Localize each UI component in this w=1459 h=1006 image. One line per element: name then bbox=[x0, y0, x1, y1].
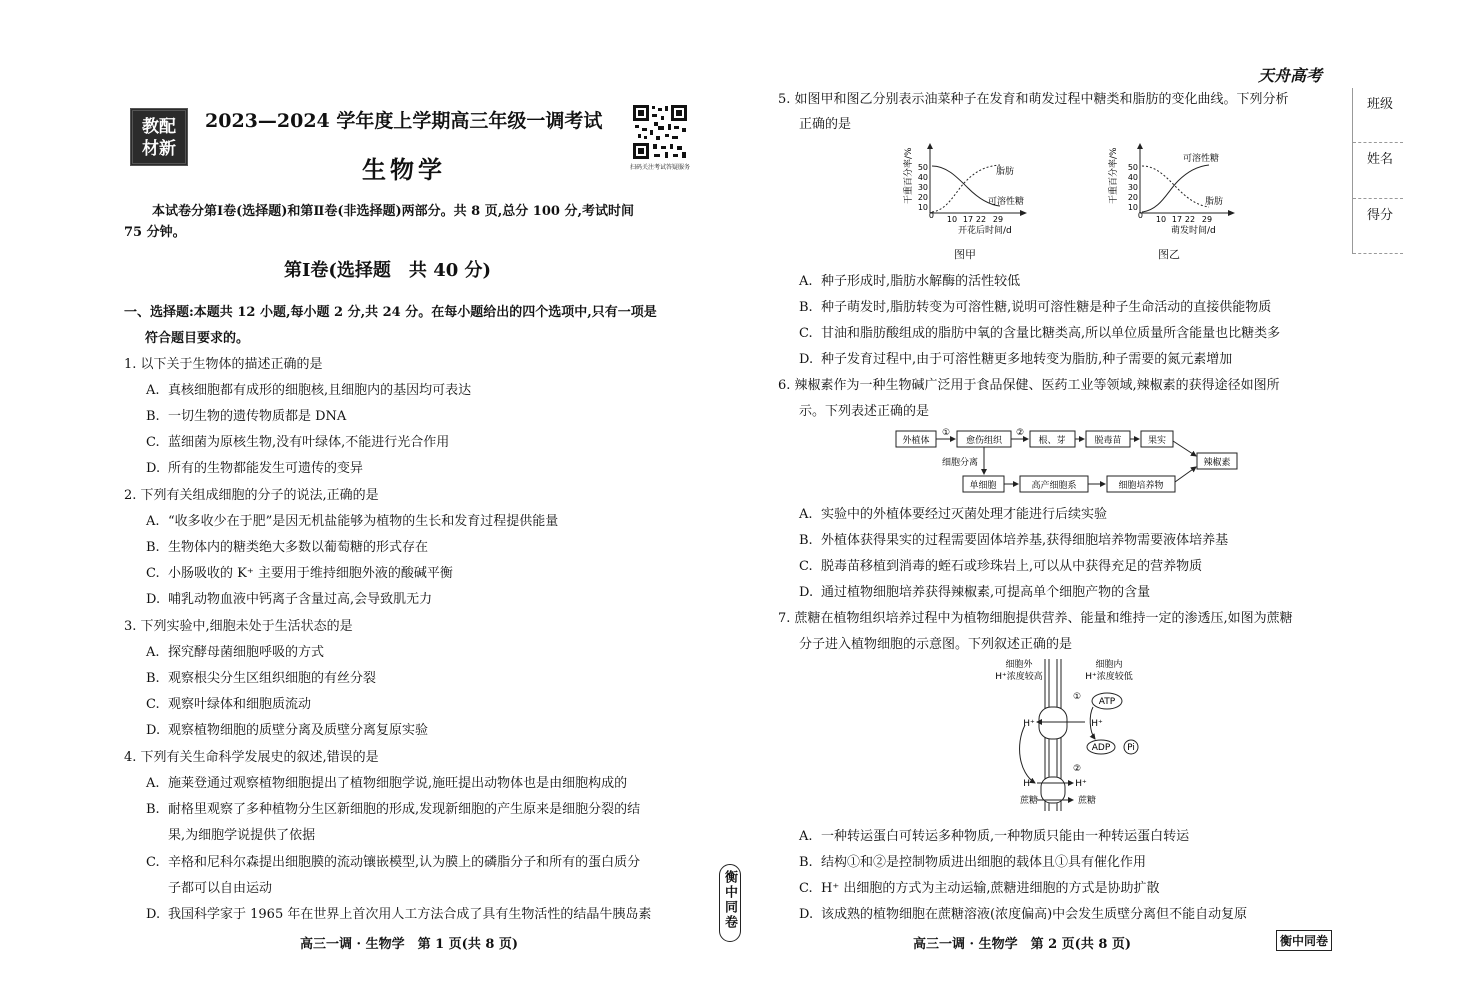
option-letter: B. bbox=[146, 671, 160, 686]
option-text: 小肠吸收的 K⁺ 主要用于维持细胞外液的酸碱平衡 bbox=[168, 566, 453, 581]
side-panel bbox=[1352, 88, 1403, 254]
q7-option-c[interactable] bbox=[799, 877, 1159, 896]
option-text: 观察根尖分生区组织细胞的有丝分裂 bbox=[168, 671, 377, 686]
fig-yi-ytick: 30 bbox=[1127, 183, 1138, 192]
fig-yi-series2: 脂肪 bbox=[1205, 197, 1224, 207]
option-text: 实验中的外植体要经过灭菌处理才能进行后续实验 bbox=[821, 507, 1108, 522]
option-text: “收多收少在于肥”是因无机盐能够为植物的生长和发育过程提供能量 bbox=[168, 514, 559, 529]
fig-yi-fat-curve bbox=[1142, 166, 1209, 207]
intro-line1: 本试卷分第Ⅰ卷(选择题)和第Ⅱ卷(非选择题)两部分。共 8 页,总分 100 分,考试时间 bbox=[152, 204, 634, 219]
option-letter: A. bbox=[146, 645, 160, 660]
fig-yi-xtick: 10 bbox=[1155, 215, 1167, 224]
option-letter: A. bbox=[799, 829, 813, 844]
fig-yi-ytick: 10 bbox=[1127, 203, 1138, 212]
option-text: 甘油和脂肪酸组成的脂肪中氧的含量比糖类高,所以单位质量所含能量也比糖类多 bbox=[821, 326, 1281, 341]
option-letter: B. bbox=[799, 855, 813, 870]
q3-option-a[interactable] bbox=[146, 641, 324, 660]
option-letter: D. bbox=[146, 461, 161, 476]
fig-yi-ytick: 40 bbox=[1127, 173, 1138, 182]
option-letter: D. bbox=[146, 907, 161, 922]
option-text: 脱毒苗移植到消毒的蛭石或珍珠岩上,可以从中获得充足的营养物质 bbox=[821, 559, 1203, 574]
qr-caption: 扫码关注考试答疑服务 bbox=[629, 164, 690, 171]
q1-option-c[interactable] bbox=[146, 431, 449, 450]
side-class[interactable] bbox=[1353, 88, 1403, 143]
option-letter: A. bbox=[799, 274, 813, 289]
qr-code[interactable] bbox=[632, 104, 688, 160]
arrow bbox=[1020, 725, 1035, 783]
outside-label: 细胞外 bbox=[1005, 660, 1033, 670]
side-score[interactable] bbox=[1353, 199, 1403, 254]
cotransporter-2 bbox=[1041, 777, 1065, 803]
fig-jia-ytick: 20 bbox=[917, 193, 928, 202]
part-one-line1: 一、选择题:本题共 12 小题,每小题 2 分,共 24 分。在每小题给出的四个选项中,只有一项是 bbox=[124, 305, 657, 320]
option-text: 种子发育过程中,由于可溶性糖更多地转变为脂肪,种子需要的氮元素增加 bbox=[821, 352, 1233, 367]
subject-title: 生物学 bbox=[362, 155, 446, 184]
q4-option-d[interactable] bbox=[146, 903, 651, 922]
q6-option-d[interactable] bbox=[799, 581, 1150, 600]
option-letter: D. bbox=[146, 592, 161, 607]
q5-option-b[interactable] bbox=[799, 296, 1271, 315]
fig-yi-ytick: 0 bbox=[1137, 211, 1143, 220]
flow-label: 果实 bbox=[1147, 436, 1167, 446]
q4-option-c[interactable] bbox=[146, 851, 640, 870]
option-letter: C. bbox=[146, 566, 160, 581]
option-text: 种子形成时,脂肪水解酶的活性较低 bbox=[821, 274, 1021, 289]
option-text: 辛格和尼科尔森提出细胞膜的流动镶嵌模型,认为膜上的磷脂分子和所有的蛋白质分 bbox=[168, 855, 641, 870]
arrow bbox=[1173, 441, 1196, 456]
question-4-stem: 4. 下列有关生命科学发展史的叙述,错误的是 bbox=[124, 750, 379, 765]
outside-conc: H⁺浓度较高 bbox=[995, 672, 1043, 682]
fig-jia-xtick: 10 bbox=[946, 215, 958, 224]
q7-option-b[interactable] bbox=[799, 851, 1146, 870]
q5-option-d[interactable] bbox=[799, 348, 1232, 367]
figure-jia-chart bbox=[900, 136, 1035, 236]
exam-title: 2023—2024 学年度上学期高三年级一调考试 bbox=[205, 110, 603, 132]
h-out-label: H⁺ bbox=[1023, 719, 1035, 729]
fig-yi-ytick: 20 bbox=[1127, 193, 1138, 202]
flow-label: 根、芽 bbox=[1038, 436, 1066, 446]
badge-line2: 材新 bbox=[142, 139, 176, 159]
q3-option-c[interactable] bbox=[146, 693, 311, 712]
flow-step-1: ① bbox=[941, 428, 951, 438]
option-letter: D. bbox=[799, 585, 814, 600]
option-text: 通过植物细胞培养获得辣椒素,可提高单个细胞产物的含量 bbox=[821, 585, 1151, 600]
option-text: 耐格里观察了多种植物分生区新细胞的形成,发现新细胞的产生原来是细胞分裂的结 bbox=[168, 802, 641, 817]
question-1-stem: 1. 以下关于生物体的描述正确的是 bbox=[124, 357, 323, 372]
pi-label: Pi bbox=[1127, 743, 1135, 753]
center-seal bbox=[719, 864, 741, 942]
question-5-stem: 5. 如图甲和图乙分别表示油菜种子在发育和萌发过程中糖类和脂肪的变化曲线。下列分析 bbox=[778, 92, 1289, 107]
option-letter: C. bbox=[799, 881, 813, 896]
fig-jia-xlabel: 开花后时间/d bbox=[958, 226, 1012, 236]
q2-option-a[interactable] bbox=[146, 510, 558, 529]
fig-yi-xtick: 17 bbox=[1171, 215, 1183, 224]
badge-logo bbox=[130, 108, 188, 166]
fig-jia-series2: 可溶性糖 bbox=[988, 197, 1025, 207]
adp-label: ADP bbox=[1091, 743, 1111, 753]
structure-1-label: ① bbox=[1072, 692, 1082, 702]
flow-label: 高产细胞系 bbox=[1031, 481, 1077, 491]
figure-jia-caption: 图甲 bbox=[954, 248, 976, 261]
section-title: 第Ⅰ卷(选择题 共 40 分) bbox=[284, 260, 492, 281]
q4-option-a[interactable] bbox=[146, 772, 627, 791]
footer-left: 高三一调 · 生物学 第 1 页(共 8 页) bbox=[300, 937, 519, 952]
intro-line2: 75 分钟。 bbox=[124, 225, 186, 240]
fig-yi-sugar-curve bbox=[1142, 165, 1209, 212]
atp-label: ATP bbox=[1098, 697, 1116, 707]
option-text: 观察叶绿体和细胞质流动 bbox=[168, 697, 312, 712]
fig-yi-ytick: 50 bbox=[1127, 163, 1138, 172]
option-letter: C. bbox=[146, 855, 160, 870]
h-in-label: H⁺ bbox=[1091, 719, 1103, 729]
flow-label: 愈伤组织 bbox=[965, 436, 1003, 446]
fig-yi-series1: 可溶性糖 bbox=[1183, 154, 1220, 164]
q1-option-a[interactable] bbox=[146, 379, 471, 398]
flow-diagram bbox=[890, 424, 1245, 496]
proton-pump-1 bbox=[1039, 707, 1067, 739]
figure-yi-chart bbox=[1105, 136, 1240, 236]
q4-option-b-cont: 果,为细胞学说提供了依据 bbox=[168, 828, 316, 843]
q6-option-c[interactable] bbox=[799, 555, 1202, 574]
option-text: 探究酵母菌细胞呼吸的方式 bbox=[168, 645, 325, 660]
option-letter: B. bbox=[799, 300, 813, 315]
option-text: 所有的生物都能发生可遗传的变异 bbox=[168, 461, 364, 476]
option-letter: C. bbox=[799, 326, 813, 341]
fig-jia-ylabel: 干重百分率/% bbox=[904, 147, 914, 204]
question-3-stem: 3. 下列实验中,细胞未处于生活状态的是 bbox=[124, 619, 353, 634]
option-text: 施莱登通过观察植物细胞提出了植物细胞学说,施旺提出动物体也是由细胞构成的 bbox=[168, 776, 628, 791]
flow-label: 脱毒苗 bbox=[1094, 436, 1122, 446]
structure-2-label: ② bbox=[1072, 764, 1082, 774]
fig-yi-xlabel: 萌发时间/d bbox=[1171, 226, 1216, 236]
footer-stamp: 衡中同卷 bbox=[1276, 930, 1332, 951]
fig-jia-xtick: 29 bbox=[992, 215, 1004, 224]
fig-jia-ytick: 10 bbox=[917, 203, 928, 212]
q6-option-a[interactable] bbox=[799, 503, 1107, 522]
option-text: 观察植物细胞的质壁分离及质壁分离复原实验 bbox=[168, 723, 429, 738]
h-out-label-2: H⁺ bbox=[1023, 779, 1035, 789]
q5-option-c[interactable] bbox=[799, 322, 1280, 341]
option-text: 该成熟的植物细胞在蔗糖溶液(浓度偏高)中会发生质壁分离但不能自动复原 bbox=[821, 907, 1248, 922]
arrow bbox=[1175, 467, 1196, 482]
option-text: 结构①和②是控制物质进出细胞的载体且①具有催化作用 bbox=[821, 855, 1147, 870]
fig-yi-xtick: 22 bbox=[1184, 215, 1196, 224]
option-letter: D. bbox=[799, 907, 814, 922]
option-letter: C. bbox=[799, 559, 813, 574]
q2-option-b[interactable] bbox=[146, 536, 428, 555]
option-letter: C. bbox=[146, 435, 160, 450]
question-2-stem: 2. 下列有关组成细胞的分子的说法,正确的是 bbox=[124, 488, 379, 503]
option-letter: D. bbox=[799, 352, 814, 367]
option-text: 一切生物的遗传物质都是 DNA bbox=[168, 409, 347, 424]
fig-yi-xtick: 29 bbox=[1201, 215, 1213, 224]
flow-label: 外植体 bbox=[902, 436, 930, 446]
option-text: 种子萌发时,脂肪转变为可溶性糖,说明可溶性糖是种子生命活动的直接供能物质 bbox=[821, 300, 1272, 315]
q4-option-b[interactable] bbox=[146, 798, 640, 817]
sucrose-in-label: 蔗糖 bbox=[1077, 796, 1097, 806]
q1-option-b[interactable] bbox=[146, 405, 346, 424]
fig-jia-ytick: 40 bbox=[917, 173, 928, 182]
question-6-stem-cont: 示。下列表述正确的是 bbox=[799, 404, 930, 419]
option-letter: B. bbox=[146, 409, 160, 424]
question-6-stem: 6. 辣椒素作为一种生物碱广泛用于食品保健、医药工业等领域,辣椒素的获得途径如图所 bbox=[778, 378, 1280, 393]
fig-yi-ylabel: 干重百分率/% bbox=[1109, 147, 1119, 204]
q2-option-c[interactable] bbox=[146, 562, 453, 581]
brand-logo: 天舟高考 bbox=[1258, 66, 1323, 85]
option-letter: D. bbox=[146, 723, 161, 738]
seal-text: 衡中同卷 bbox=[722, 870, 737, 930]
question-7-stem-cont: 分子进入植物细胞的示意图。下列叙述正确的是 bbox=[799, 637, 1073, 652]
option-text: 我国科学家于 1965 年在世界上首次用人工方法合成了具有生物活性的结晶牛胰岛素 bbox=[168, 907, 652, 922]
fig-jia-ytick: 0 bbox=[928, 211, 934, 220]
q1-option-d[interactable] bbox=[146, 457, 363, 476]
part-one-line2: 符合题目要求的。 bbox=[145, 331, 250, 346]
question-7-stem: 7. 蔗糖在植物组织培养过程中为植物细胞提供营养、能量和维持一定的渗透压,如图为蔗糖 bbox=[778, 611, 1293, 626]
flow-label: 单细胞 bbox=[969, 481, 997, 491]
flow-label: 细胞培养物 bbox=[1118, 481, 1164, 491]
option-letter: A. bbox=[146, 776, 160, 791]
option-text: 外植体获得果实的过程需要固体培养基,获得细胞培养物需要液体培养基 bbox=[821, 533, 1229, 548]
q7-option-a[interactable] bbox=[799, 825, 1189, 844]
h-in-label-2: H⁺ bbox=[1075, 779, 1087, 789]
option-letter: A. bbox=[799, 507, 813, 522]
q2-option-d[interactable] bbox=[146, 588, 432, 607]
option-text: 蓝细菌为原核生物,没有叶绿体,不能进行光合作用 bbox=[168, 435, 450, 450]
fig-jia-ytick: 30 bbox=[917, 183, 928, 192]
question-5-stem-cont: 正确的是 bbox=[799, 117, 852, 132]
side-name[interactable] bbox=[1353, 143, 1403, 199]
fig-jia-ytick: 50 bbox=[917, 163, 928, 172]
flow-step-3: 细胞分离 bbox=[941, 458, 979, 468]
option-letter: A. bbox=[146, 383, 160, 398]
sucrose-out-label: 蔗糖 bbox=[1019, 796, 1039, 806]
side-name-label: 姓名 bbox=[1367, 152, 1394, 167]
q7-option-d[interactable] bbox=[799, 903, 1247, 922]
option-text: 哺乳动物血液中钙离子含量过高,会导致肌无力 bbox=[168, 592, 433, 607]
q4-option-c-cont: 子都可以自由运动 bbox=[168, 881, 273, 896]
flow-step-2: ② bbox=[1015, 428, 1025, 438]
option-letter: B. bbox=[799, 533, 813, 548]
option-text: 一种转运蛋白可转运多种物质,一种物质只能由一种转运蛋白转运 bbox=[821, 829, 1190, 844]
fig-jia-xtick: 22 bbox=[975, 215, 987, 224]
badge-line1: 教配 bbox=[142, 117, 176, 137]
option-letter: B. bbox=[146, 802, 160, 817]
option-text: 真核细胞都有成形的细胞核,且细胞内的基因均可表达 bbox=[168, 383, 472, 398]
q5-option-a[interactable] bbox=[799, 270, 1020, 289]
fig-jia-xtick: 17 bbox=[962, 215, 974, 224]
q3-option-d[interactable] bbox=[146, 719, 428, 738]
option-letter: A. bbox=[146, 514, 160, 529]
membrane-diagram bbox=[985, 655, 1150, 815]
option-letter: C. bbox=[146, 697, 160, 712]
figure-yi-caption: 图乙 bbox=[1158, 248, 1180, 261]
side-score-label: 得分 bbox=[1367, 208, 1394, 223]
inside-conc: H⁺浓度较低 bbox=[1085, 672, 1133, 682]
flow-label: 辣椒素 bbox=[1203, 458, 1231, 468]
fig-jia-series1: 脂肪 bbox=[996, 167, 1015, 177]
option-text: 生物体内的糖类绝大多数以葡萄糖的形式存在 bbox=[168, 540, 429, 555]
inside-label: 细胞内 bbox=[1095, 660, 1123, 670]
q6-option-b[interactable] bbox=[799, 529, 1228, 548]
option-text: H⁺ 出细胞的方式为主动运输,蔗糖进细胞的方式是协助扩散 bbox=[821, 881, 1160, 896]
q3-option-b[interactable] bbox=[146, 667, 376, 686]
side-class-label: 班级 bbox=[1367, 97, 1394, 112]
option-letter: B. bbox=[146, 540, 160, 555]
footer-right: 高三一调 · 生物学 第 2 页(共 8 页) bbox=[913, 937, 1132, 952]
